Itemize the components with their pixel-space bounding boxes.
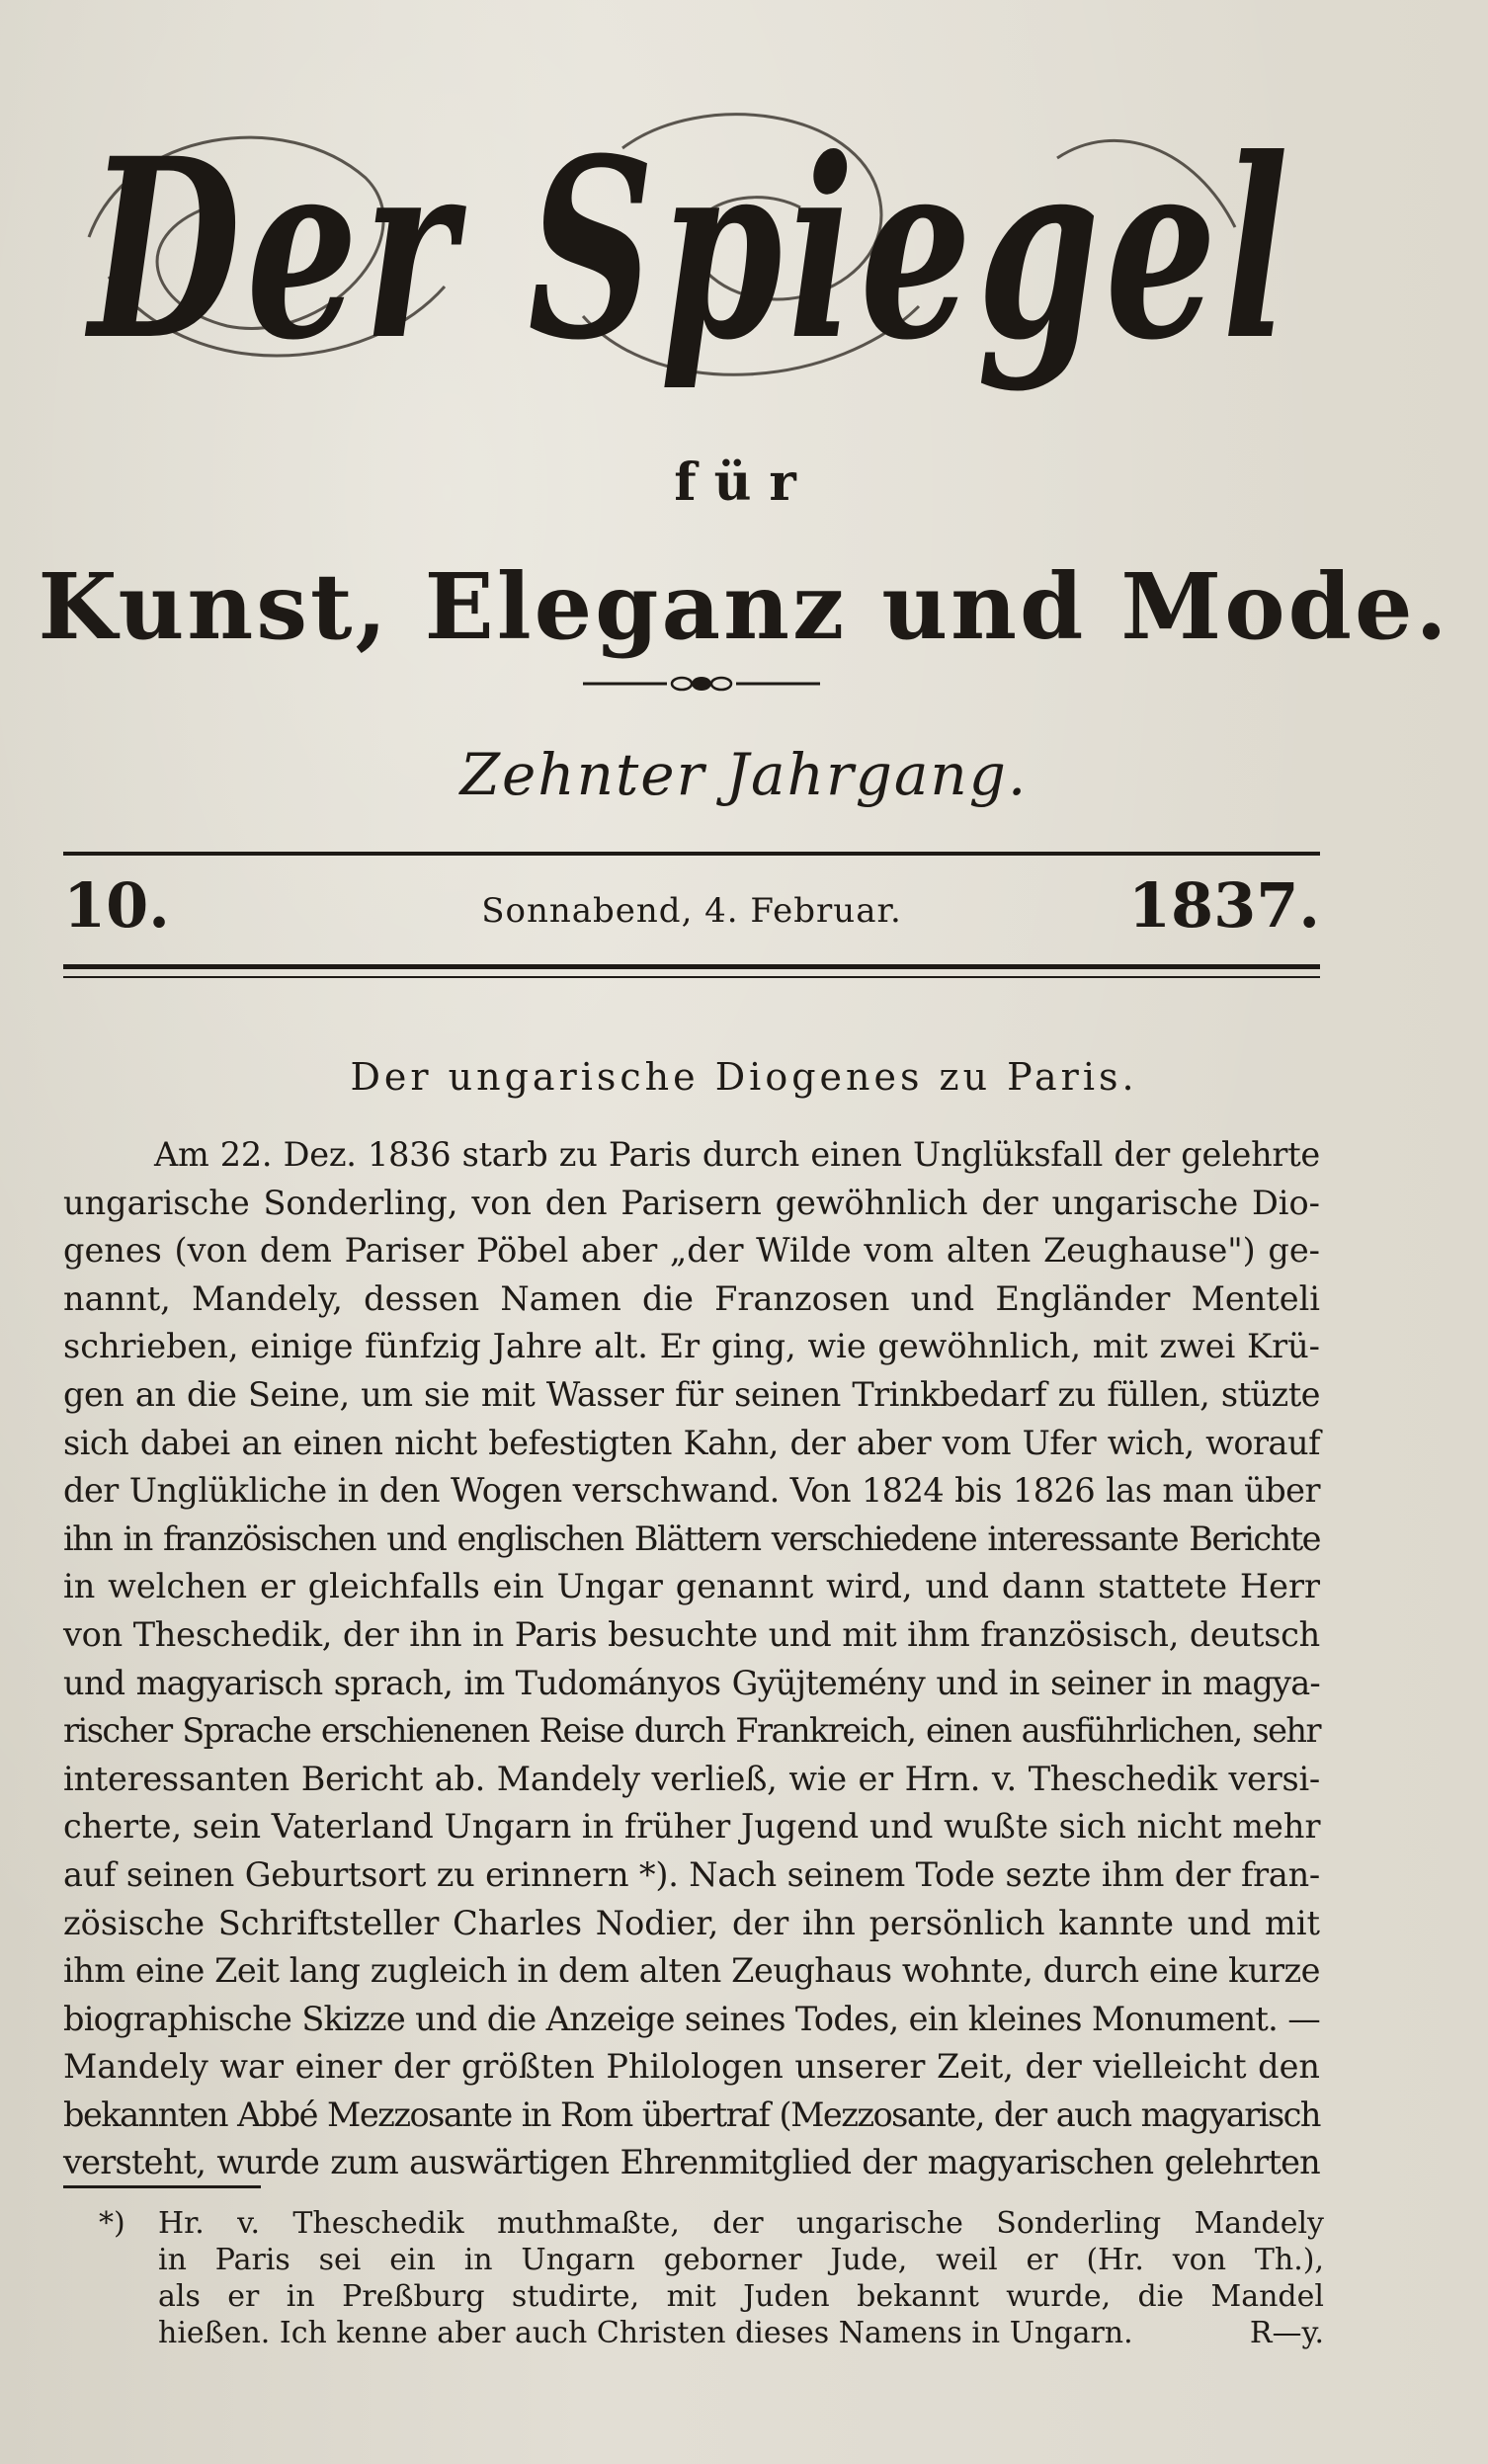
masthead-subtitle: Kunst, Eleganz und Mode. <box>38 553 1450 660</box>
article-title: Der ungarische Diogenes zu Paris. <box>350 1055 1138 1099</box>
article-line: zösische Schriftsteller Charles Nodier, der ihn persönlich kannte und mit <box>63 1903 1320 1942</box>
article-line: auf seinen Geburtsort zu erinnern *). Nach seinem Tode sezte ihm der fran- <box>63 1854 1320 1894</box>
issue-number: 10. <box>63 869 170 942</box>
volume-label: Zehnter Jahrgang. <box>459 741 1029 808</box>
footnote-body <box>158 2205 1324 2351</box>
article-line: ungarische Sonderling, von den Parisern gewöhnlich der ungarische Dio- <box>63 1183 1320 1222</box>
article-line: Mandely war einer der größten Philologen unserer Zeit, der vielleicht den <box>63 2047 1320 2087</box>
article-line: von Theschedik, der ihn in Paris besuchte und mit ihm französisch, deutsch <box>63 1614 1320 1654</box>
article-line: nannt, Mandely, dessen Namen die Franzosen und Engländer Menteli <box>63 1278 1320 1318</box>
footnote-rule <box>63 2185 261 2188</box>
masthead-title <box>69 89 1314 415</box>
footnote-line: als er in Preßburg studirte, mit Juden bekannt wurde, die Mandel <box>158 2279 1324 2314</box>
header-rule <box>63 852 1320 856</box>
article-line: sich dabei an einen nicht befestigten Kahn, der aber vom Ufer wich, worauf <box>63 1423 1320 1462</box>
article-line: gen an die Seine, um sie mit Wasser für seinen Trinkbedarf zu füllen, stüzte <box>63 1374 1320 1414</box>
masthead-fuer: für <box>674 452 814 513</box>
masthead-calligraphy <box>69 89 1314 415</box>
masthead-title-text: Der Spiegel <box>84 104 1294 394</box>
footnote-line: in Paris sei ein in Ungarn geborner Jude, weil er (Hr. von Th.), <box>158 2243 1324 2277</box>
article-body <box>63 1131 1320 2187</box>
footnote-line: Hr. v. Theschedik muthmaßte, der ungarische Sonderling Mandely <box>158 2206 1324 2241</box>
footnote-line: hießen. Ich kenne aber auch Christen dieses Namens in Ungarn. <box>158 2316 1133 2350</box>
article-line: und magyarisch sprach, im Tudományos Gyüjtemény und in seiner in magya- <box>63 1663 1320 1702</box>
article-line: cherte, sein Vaterland Ungarn in früher Jugend und wußte sich nicht mehr <box>63 1807 1321 1847</box>
issue-date: Sonnabend, 4. Februar. <box>481 891 902 931</box>
ornament-divider <box>583 672 820 696</box>
article-line: rischer Sprache erschienenen Reise durch Frankreich, einen ausführlichen, sehr <box>63 1711 1320 1751</box>
article-line: in welchen er gleichfalls ein Ungar genannt wird, und dann stattete Herr <box>63 1567 1320 1606</box>
footnote-marker: *) <box>99 2206 125 2241</box>
issue-info-row <box>63 869 1320 948</box>
article-line: schrieben, einige fünfzig Jahre alt. Er ging, wie gewöhnlich, mit zwei Krü- <box>63 1327 1320 1366</box>
article-line: genes (von dem Pariser Pöbel aber „der Wilde vom alten Zeughause") ge- <box>63 1231 1320 1271</box>
article-line: Am 22. Dez. 1836 starb zu Paris durch einen Unglüksfall der gelehrte <box>154 1135 1320 1174</box>
article-line: der Unglükliche in den Wogen verschwand. Von 1824 bis 1826 las man über <box>63 1471 1320 1511</box>
article-line: ihm eine Zeit lang zugleich in dem alten Zeughaus wohnte, durch eine kurze <box>63 1951 1320 1991</box>
article-line: versteht, wurde zum auswärtigen Ehrenmitglied der magyarischen gelehrten <box>63 2143 1320 2182</box>
footnote-signature: R—y. <box>1249 2316 1324 2350</box>
double-rule <box>63 964 1320 978</box>
article-line: bekannten Abbé Mezzosante in Rom übertraf (Mezzosante, der auch magyarisch <box>63 2094 1320 2134</box>
issue-year: 1837. <box>1127 869 1320 942</box>
article-line: ihn in französischen und englischen Blättern verschiedene interessante Berichte <box>63 1519 1320 1558</box>
article-line: interessanten Bericht ab. Mandely verließ, wie er Hrn. v. Theschedik versi- <box>63 1759 1320 1798</box>
article-line: biographische Skizze und die Anzeige seines Todes, ein kleines Monument. — <box>63 1999 1320 2038</box>
